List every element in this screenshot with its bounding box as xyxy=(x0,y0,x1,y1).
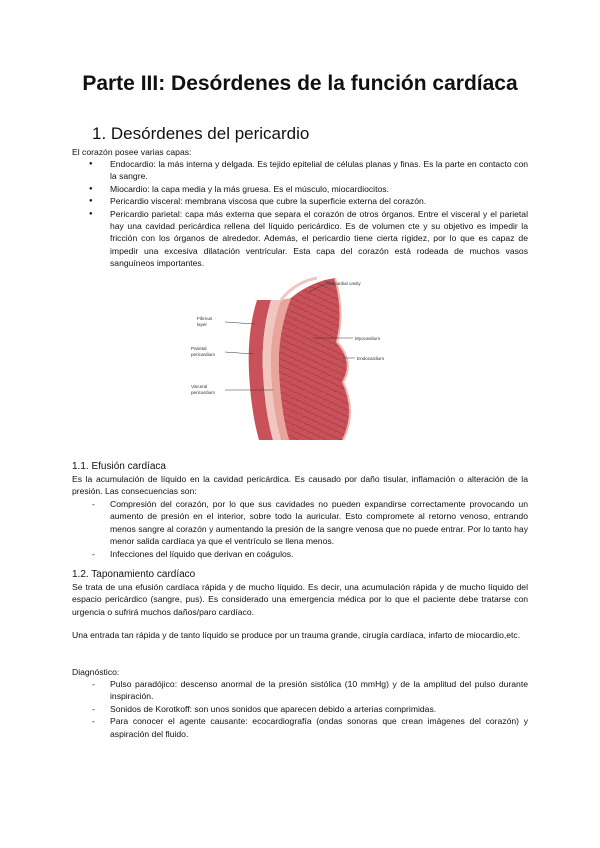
label-visceral-2: pericardium xyxy=(191,390,215,395)
label-fibrous: Fibrous xyxy=(197,316,213,321)
diagnostico-list xyxy=(72,678,528,740)
heart-layers-list xyxy=(72,158,528,270)
label-parietal-2: pericardium xyxy=(191,352,215,357)
diagnostico-label: Diagnóstico: xyxy=(72,667,120,677)
section-heading-pericardio: 1. Desórdenes del pericardio xyxy=(92,124,310,143)
list-item: ● Pericardio visceral: membrana viscosa que cubre la superficie externa del corazón. xyxy=(72,195,528,207)
label-endocardium: Endocardium xyxy=(357,356,385,361)
efusion-text: Es la acumulación de líquido en la cavidad pericárdica. Es causado por daño tisular, inflamación o alteración de la presión. Las consecuencias son: xyxy=(72,474,528,497)
label-pericardial-cavity: Pericardial cavity xyxy=(326,281,361,286)
list-item: - Para conocer el agente causante: ecocardiografía (ondas sonoras que crean imágenes del corazón) y aspiración del fluido. xyxy=(72,715,528,740)
list-item: - Compresión del corazón, por lo que sus cavidades no pueden expandirse correctamente provocando un aumento de presión en el interior, sobre todo la auricular. Esto compromete al retorno venoso, entrando menos sangre al corazón y aumentando la presión de la sangre venosa que no puede entrar. Por lo tanto hay menor salida cardíaca ya que el ventrículo se llena menos. xyxy=(72,498,528,548)
page-title: Parte III: Desórdenes de la función cardíaca xyxy=(82,72,518,95)
list-item: ● Pericardio parietal: capa más externa que separa el corazón de otros órganos. Entre el visceral y el parietal hay una cavidad pericárdica rellena del líquido pericárdico. Es de volumen cte y su objetivo es impedir la fricción con los órganos de alrededor. Además, el pericardio tiene cierta rigidez, por lo que es capaz de impedir una excesiva dilatación ventricular. Esta capa del corazón está rodeada de muchos vasos sanguíneos importantes. xyxy=(72,208,528,270)
section-heading-taponamiento: 1.2. Taponamiento cardíaco xyxy=(72,569,196,580)
taponamiento-text-1: Se trata de una efusión cardíaca rápida y de mucho líquido. Es decir, una acumulación rápida y de mucho líquido del espacio pericárdico (sangre, pus). Es considerado una emergencia médica por lo que el paciente debe tratarse con urgencia o sufrirá muchos daños/paro cardíaco. xyxy=(72,582,528,617)
section-intro: El corazón posee varias capas: xyxy=(72,147,192,157)
list-item: ● Endocardio: la más interna y delgada. Es tejido epitelial de células planas y finas. Es la parte en contacto con la sangre. xyxy=(72,158,528,183)
list-item: - Pulso paradójico: descenso anormal de la presión sistólica (10 mmHg) y de la amplitud del pulso durante inspiración. xyxy=(72,678,528,703)
list-item: - Sonidos de Korotkoff: son unos sonidos que aparecen debido a arterias comprimidas. xyxy=(72,703,528,715)
section-heading-efusion: 1.1. Efusión cardíaca xyxy=(72,461,166,472)
label-myocardium: Myocardium xyxy=(355,336,381,341)
label-visceral: Visceral xyxy=(191,384,208,389)
efusion-consequences-list xyxy=(72,498,528,560)
list-item: ● Miocardio: la capa media y la más gruesa. Es el músculo, miocardiocitos. xyxy=(72,183,528,195)
heart-wall-diagram xyxy=(185,272,415,440)
taponamiento-text-2: Una entrada tan rápida y de tanto líquido se produce por un trauma grande, cirugía cardíaca, infarto de miocardio,etc. xyxy=(72,630,521,640)
label-parietal: Parietal xyxy=(191,346,207,351)
list-item: - Infecciones del líquido que derivan en coágulos. xyxy=(72,548,528,560)
label-fibrous-2: layer xyxy=(197,322,207,327)
